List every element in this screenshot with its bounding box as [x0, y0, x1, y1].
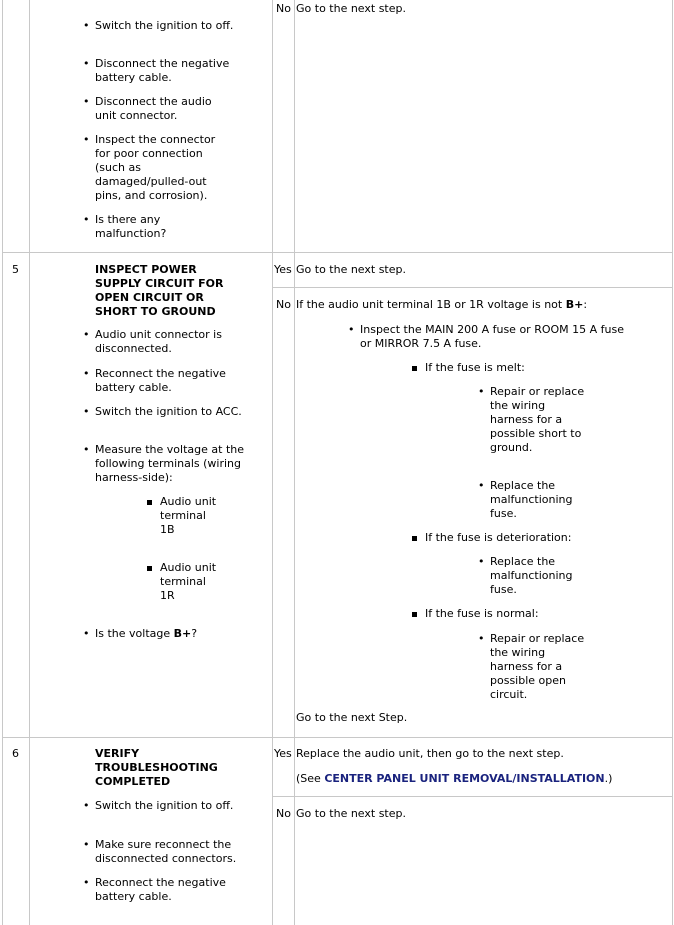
row6-no-label: No: [276, 807, 291, 820]
list-item: If the fuse is deterioration:: [425, 531, 625, 545]
list-item: • Is there any malfunction?: [83, 213, 167, 240]
list-item: • Switch the ignition to off.: [83, 799, 234, 812]
column-divider-number: [29, 0, 30, 925]
list-item: • Replace the malfunctioning fuse.: [478, 479, 573, 520]
row6-yes-no-separator: [272, 796, 673, 797]
row6-no-action: Go to the next step.: [296, 807, 406, 820]
row5-yes-label: Yes: [274, 263, 292, 276]
row4-no-label: No: [276, 2, 291, 15]
list-item: • Replace the malfunctioning fuse.: [478, 555, 573, 596]
row4-no-action: Go to the next step.: [296, 2, 406, 15]
list-item: • Make sure reconnect the disconnected connectors.: [83, 838, 237, 865]
row5-no-intro: If the audio unit terminal 1B or 1R voltage is not B+:: [296, 298, 588, 311]
list-item: • Is the voltage B+?: [83, 627, 198, 640]
list-item: • Switch the ignition to off.: [83, 19, 234, 32]
row6-yes-label: Yes: [274, 747, 292, 760]
row-separator-4-5: [2, 252, 673, 253]
row-separator-5-6: [2, 737, 673, 738]
column-divider-steps: [272, 0, 273, 925]
list-item: • Reconnect the negative battery cable.: [83, 876, 226, 903]
list-item: Audio unit terminal 1B: [160, 495, 220, 537]
row5-step-number: 5: [12, 263, 19, 276]
list-item: • Disconnect the audio unit connector.: [83, 95, 212, 122]
center-panel-removal-link[interactable]: CENTER PANEL UNIT REMOVAL/INSTALLATION: [324, 772, 605, 785]
list-item: • Inspect the MAIN 200 A fuse or ROOM 15 A fuse or MIRROR 7.5 A fuse.: [348, 323, 624, 350]
list-item: • Reconnect the negative battery cable.: [83, 367, 226, 394]
list-item: • Switch the ignition to ACC.: [83, 405, 242, 418]
list-item: • Disconnect the negative battery cable.: [83, 57, 230, 84]
row5-step-title: INSPECT POWER SUPPLY CIRCUIT FOR OPEN CIRCUIT OR SHORT TO GROUND: [95, 263, 224, 318]
list-item: If the fuse is melt:: [425, 361, 625, 375]
list-item: Audio unit terminal 1R: [160, 561, 220, 603]
table-border-left: [2, 0, 3, 925]
list-item: • Inspect the connector for poor connection (such as damaged/pulled-out pins, and corrosion).: [83, 133, 216, 202]
row6-step-title: VERIFY TROUBLESHOOTING COMPLETED: [95, 747, 218, 788]
row5-no-end: Go to the next Step.: [296, 711, 408, 724]
column-divider-result: [294, 0, 295, 925]
list-item: • Repair or replace the wiring harness for a possible open circuit.: [478, 632, 585, 701]
list-item: If the fuse is normal:: [425, 607, 625, 621]
row6-step-number: 6: [12, 747, 19, 760]
list-item: • Repair or replace the wiring harness for a possible short to ground.: [478, 385, 585, 454]
row5-yes-no-separator: [272, 287, 673, 288]
row5-no-label: No: [276, 298, 291, 311]
row6-see-reference: (See CENTER PANEL UNIT REMOVAL/INSTALLATION.): [296, 772, 613, 785]
table-border-right: [672, 0, 673, 925]
list-item: • Measure the voltage at the following terminals (wiring harness-side):: [83, 443, 244, 484]
row6-yes-action: Replace the audio unit, then go to the next step.: [296, 747, 564, 760]
list-item: • Audio unit connector is disconnected.: [83, 328, 222, 355]
row5-yes-action: Go to the next step.: [296, 263, 406, 276]
